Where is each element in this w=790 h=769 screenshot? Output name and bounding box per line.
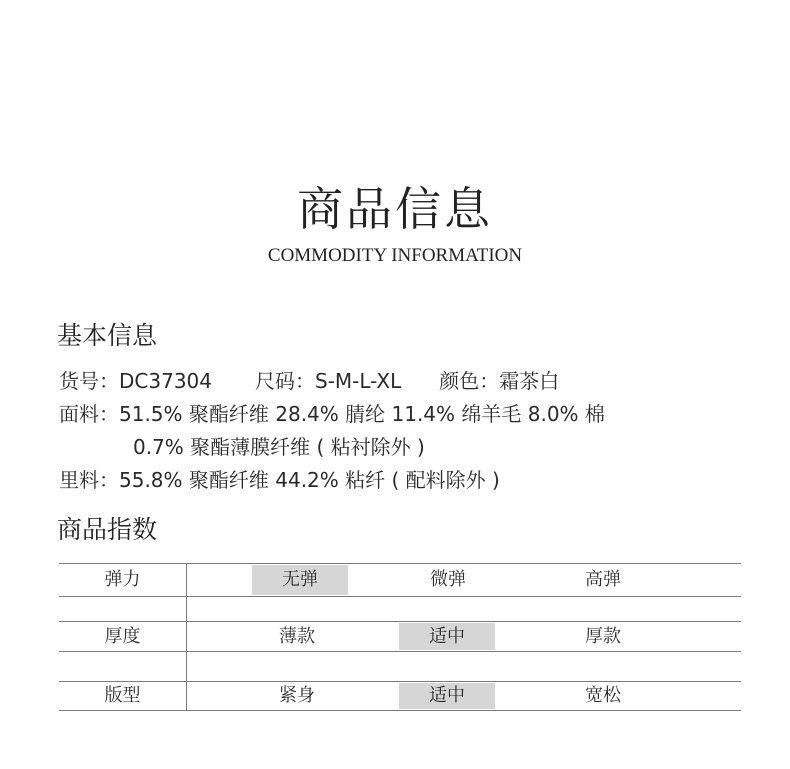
option-high-elastic: 高弹	[585, 569, 621, 590]
spacer-cell	[59, 652, 187, 681]
table-spacer-row	[59, 596, 741, 621]
title-cn: 商品信息	[297, 182, 493, 236]
option-thick: 厚款	[585, 626, 621, 647]
product-index-table	[59, 563, 741, 711]
option-slight-elastic: 微弹	[430, 569, 466, 590]
info-line-codes	[59, 367, 559, 395]
option-medium-thickness: 适中	[399, 623, 495, 650]
spacer-cell	[59, 597, 187, 621]
lining-line: 里料：55.8% 聚酯纤维 44.2% 粘纤 ( 配料除外 )	[59, 468, 500, 492]
table-row-thickness	[59, 621, 741, 651]
option-none-elastic: 无弹	[252, 565, 348, 595]
table-spacer-row	[59, 651, 741, 681]
option-thin: 薄款	[279, 626, 315, 647]
title-en: COMMODITY INFORMATION	[267, 245, 523, 266]
table-row-elasticity	[59, 563, 741, 596]
basic-info-heading: 基本信息	[57, 321, 158, 350]
size-range: 尺码：S-M-L-XL	[255, 369, 402, 393]
color-value: 颜色：霜茶白	[439, 369, 560, 393]
row-label: 厚度	[59, 622, 187, 651]
item-number: 货号：DC37304	[59, 369, 212, 393]
table-row-fit	[59, 681, 741, 711]
row-label: 弹力	[59, 564, 187, 596]
fabric-line-1: 面料：51.5% 聚酯纤维 28.4% 腈纶 11.4% 绵羊毛 8.0% 棉	[59, 402, 605, 426]
option-regular-fit: 适中	[399, 683, 495, 709]
option-slim: 紧身	[279, 685, 315, 706]
option-loose: 宽松	[585, 685, 621, 706]
row-label: 版型	[59, 682, 187, 710]
fabric-line-2: 0.7% 聚酯薄膜纤维 ( 粘衬除外 )	[133, 435, 425, 459]
product-index-heading: 商品指数	[57, 515, 158, 544]
